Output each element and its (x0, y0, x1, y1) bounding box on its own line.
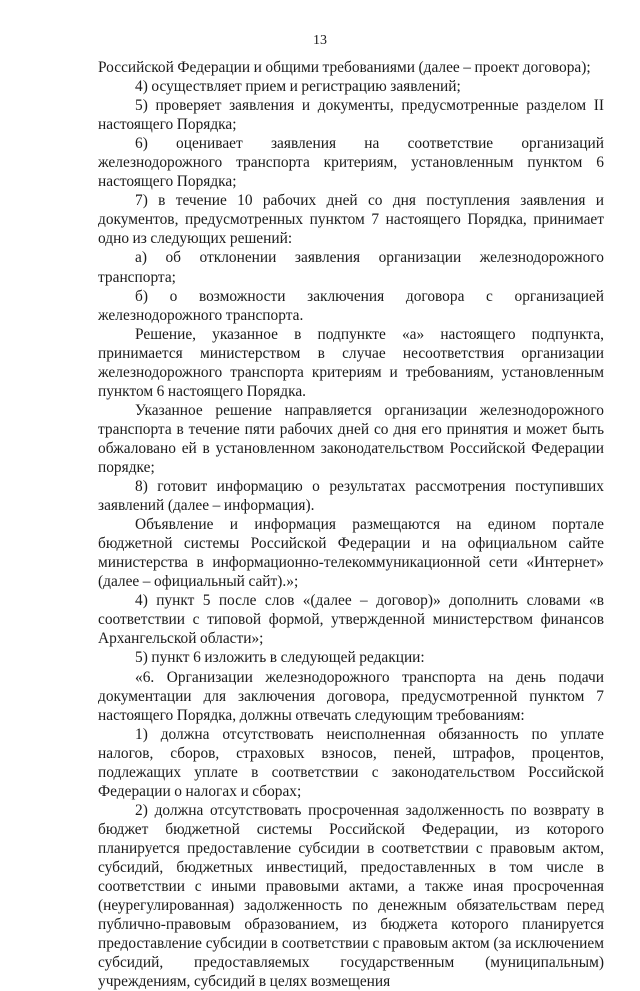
paragraph: а) об отклонении заявления организации железнодорожного транспорта; (98, 249, 604, 286)
page-number: 13 (313, 33, 327, 48)
paragraph: 1) должна отсутствовать неисполненная обязанность по уплате налогов, сборов, страховых взносов, пеней, штрафов, процентов, подлежащих уплате в соответствии с законодательством Российской Федерации о налогах и сборах; (98, 725, 604, 800)
paragraph: 5) проверяет заявления и документы, предусмотренные разделом II настоящего Порядка; (98, 97, 604, 134)
paragraph: Российской Федерации и общими требованиями (далее – проект договора); (98, 59, 591, 76)
paragraph: 4) осуществляет прием и регистрацию заявлений; (135, 78, 461, 96)
paragraph: Объявление и информация размещаются на едином портале бюджетной системы Российской Федерации и на официальном сайте министерства в информационно-телекоммуникационной сети «Интернет» (далее – официальный сайт).»; (98, 516, 604, 591)
paragraph: 5) пункт 6 изложить в следующей редакции: (135, 649, 425, 667)
paragraph: 8) готовит информацию о результатах рассмотрения поступивших заявлений (далее – информация). (98, 478, 604, 515)
paragraph: «6. Организации железнодорожного транспорта на день подачи документации для заключения договора, предусмотренной пунктом 7 настоящего Порядка, должны отвечать следующим требованиям: (98, 668, 604, 724)
paragraph: 6) оценивает заявления на соответствие организаций железнодорожного транспорта критериям, установленным пунктом 6 настоящего Порядка; (98, 135, 604, 191)
paragraph: 7) в течение 10 рабочих дней со дня поступления заявления и документов, предусмотренных пунктом 7 настоящего Порядка, принимает одно из следующих решений: (98, 192, 604, 248)
paragraph: б) о возможности заключения договора с организацией железнодорожного транспорта. (98, 287, 604, 324)
paragraph: 4) пункт 5 после слов «(далее – договор)» дополнить словами «в соответствии с типовой формой, утвержденной министерством финансов Архангельской области»; (98, 592, 604, 648)
document-body (98, 58, 604, 991)
paragraph: Указанное решение направляется организации железнодорожного транспорта в течение пяти рабочих дней со дня его принятия и может быть обжаловано ей в установленном законодательством Российской Федерации порядке; (98, 401, 604, 476)
paragraph: 2) должна отсутствовать просроченная задолженность по возврату в бюджет бюджетной системы Российской Федерации, из которого планируется предоставление субсидии в соответствии с правовым актом, субсидий, бюджетных инвестиций, предоставленных в том числе в соответствии с иными правовыми актами, а также иная просроченная (неурегулированная) задолженность по денежным обязательствам перед публично-правовым образованием, из бюджета которого планируется предоставление субсидии в соответствии с правовым актом (за исключением субсидий, предоставляемых государственным (муниципальным) учреждениям, субсидий в целях возмещения (98, 801, 604, 991)
paragraph: Решение, указанное в подпункте «а» настоящего подпункта, принимается министерством в случае несоответствия организации железнодорожного транспорта критериям и требованиям, установленным пунктом 6 настоящего Порядка. (98, 325, 604, 400)
